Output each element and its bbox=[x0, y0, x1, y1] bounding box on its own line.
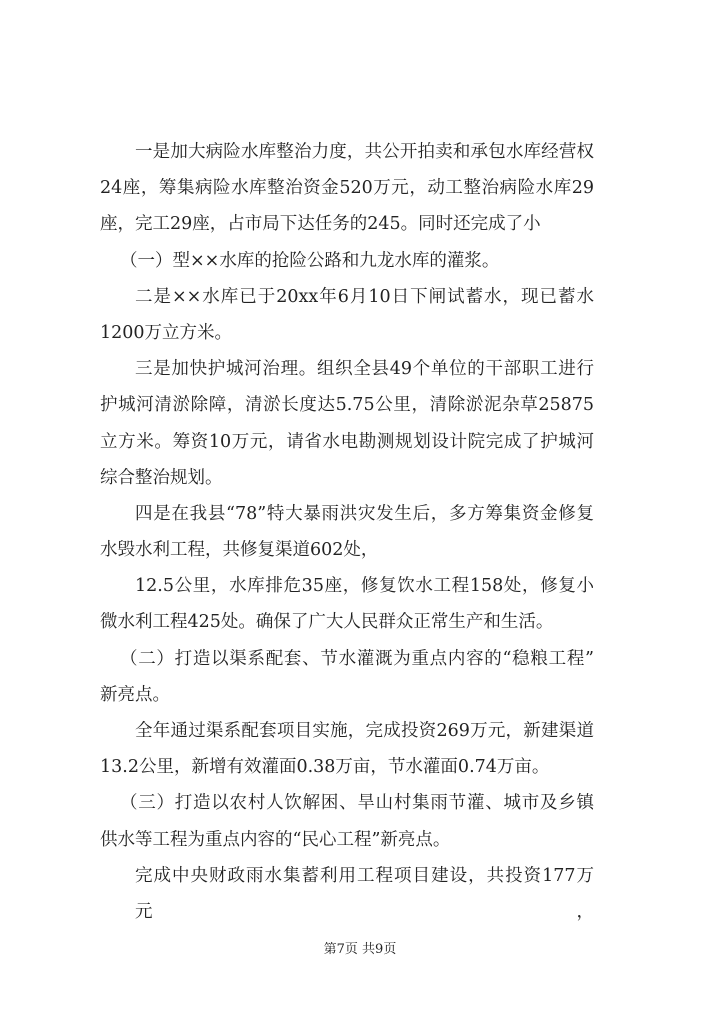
text-line: 水毁水利工程，共修复渠道602处， bbox=[100, 540, 379, 561]
text-line: 1200万立方米。 bbox=[100, 322, 233, 343]
text-line: （二）打造以渠系配套、节水灌溉为重点内容的“稳粮工程” bbox=[120, 648, 594, 669]
text-line: 综合整治规划。 bbox=[100, 467, 223, 488]
text-line: 微水利工程425处。确保了广大人民群众正常生产和生活。 bbox=[100, 612, 554, 633]
page-number-footer: 第7页 共9页 bbox=[323, 942, 397, 957]
text-line: 全年通过渠系配套项目实施，完成投资269万元，新建渠道 bbox=[135, 721, 594, 741]
text-line: 24座，筹集病险水库整治资金520万元，动工整治病险水库29 bbox=[100, 178, 594, 199]
text-line: 立方米。筹资10万元，请省水电勘测规划设计院完成了护城河 bbox=[100, 431, 594, 452]
text-line: 完成中央财政雨水集蓄利用工程项目建设，共投资177万元， bbox=[135, 865, 594, 922]
text-line: 新亮点。 bbox=[100, 684, 170, 705]
text-line: 13.2公里，新增有效灌面0.38万亩，节水灌面0.74万亩。 bbox=[100, 757, 550, 778]
text-line: 护城河清淤除障，清淤长度达5.75公里，清除淤泥杂草25875 bbox=[100, 395, 594, 416]
text-line: 一是加大病险水库整治力度，共公开拍卖和承包水库经营权 bbox=[135, 142, 594, 162]
text-line: 座，完工29座，占市局下达任务的245。同时还完成了小 bbox=[100, 214, 541, 235]
text-line: 12.5公里，水库排危35座，修复饮水工程158处，修复小 bbox=[135, 576, 594, 597]
text-line: 三是加快护城河治理。组织全县49个单位的干部职工进行 bbox=[135, 359, 594, 380]
text-line: 四是在我县“78”特大暴雨洪灾发生后，多方筹集资金修复 bbox=[135, 503, 594, 524]
text-line: 二是××水库已于20xx年6月10日下闸试蓄水，现已蓄水 bbox=[135, 286, 594, 307]
text-line: （三）打造以农村人饮解困、旱山村集雨节灌、城市及乡镇 bbox=[120, 793, 594, 814]
text-line: 供水等工程为重点内容的“民心工程”新亮点。 bbox=[100, 829, 451, 850]
text-line: （一）型××水库的抢险公路和九龙水库的灌浆。 bbox=[120, 250, 500, 271]
document-body bbox=[100, 134, 594, 922]
